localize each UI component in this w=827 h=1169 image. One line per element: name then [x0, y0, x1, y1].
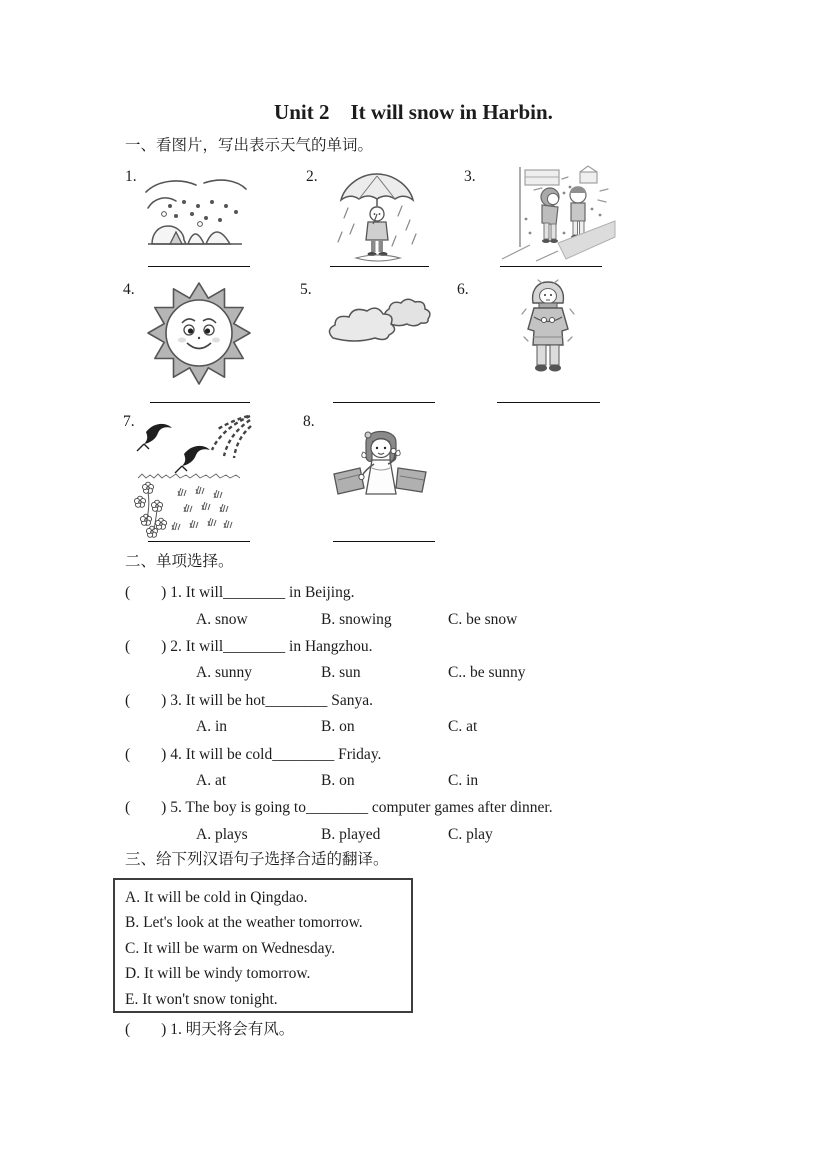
question-2-option-c: C.. be sunny [448, 664, 526, 681]
question-4: ( ) 4. It will be cold________ Friday. [125, 746, 382, 763]
picture-number-3: 3. [464, 168, 476, 185]
translation-option-a: A. It will be cold in Qingdao. [125, 889, 308, 906]
page-title: Unit 2 It will snow in Harbin. [274, 100, 553, 124]
question-2-option-a: A. sunny [196, 664, 252, 681]
translation-option-b: B. Let's look at the weather tomorrow. [125, 914, 363, 932]
question-3-option-b: B. on [321, 718, 355, 735]
answer-blank-6 [497, 402, 600, 403]
translation-option-c: C. It will be warm on Wednesday. [125, 939, 336, 957]
question-5-option-a: A. plays [196, 826, 248, 843]
question-1: ( ) 1. It will________ in Beijing. [125, 584, 355, 601]
question-1-option-b: B. snowing [321, 611, 392, 628]
answer-blank-2 [330, 266, 429, 267]
question-1-option-c: C. be snow [448, 611, 518, 628]
snow-scene-icon [140, 176, 252, 260]
section-3-heading: 三、给下列汉语句子选择合适的翻译。 [125, 851, 389, 868]
question-4-option-c: C. in [448, 772, 479, 789]
translation-option-e: E. It won't snow tonight. [125, 990, 278, 1008]
rain-scene-icon [326, 170, 428, 265]
answer-blank-1 [148, 266, 250, 267]
answer-blank-3 [500, 266, 602, 267]
picture-number-4: 4. [123, 281, 135, 298]
answer-blank-7 [148, 541, 250, 542]
question-3-option-a: A. in [196, 718, 227, 735]
translation-option-d: D. It will be windy tomorrow. [125, 965, 311, 983]
question-1-option-a: A. snow [196, 611, 248, 628]
cold-person-icon [518, 279, 578, 377]
windy-scene-icon [500, 163, 615, 265]
question-4-option-a: A. at [196, 772, 227, 789]
picture-number-2: 2. [306, 168, 318, 185]
question-3: ( ) 3. It will be hot________ Sanya. [125, 692, 373, 709]
question-3-option-c: C. at [448, 718, 478, 735]
section-1-heading: 一、看图片，写出表示天气的单词。 [125, 137, 374, 154]
answer-blank-5 [333, 402, 435, 403]
picture-number-1: 1. [125, 168, 137, 185]
translation-options-box [113, 878, 413, 1013]
picture-number-8: 8. [303, 413, 315, 430]
picture-number-6: 6. [457, 281, 469, 298]
picture-number-5: 5. [300, 281, 312, 298]
section-2-heading: 二、单项选择。 [125, 553, 234, 570]
clouds-icon [325, 296, 433, 350]
question-5: ( ) 5. The boy is going to________ computer games after dinner. [125, 799, 553, 816]
picture-number-7: 7. [123, 413, 135, 430]
answer-blank-4 [150, 402, 250, 403]
spring-scene-icon [132, 414, 252, 536]
question-5-option-b: B. played [321, 826, 381, 843]
answer-blank-8 [333, 541, 435, 542]
translation-question-1: ( ) 1. 明天将会有风。 [125, 1021, 295, 1038]
sun-icon [145, 282, 253, 385]
question-4-option-b: B. on [321, 772, 355, 789]
question-5-option-c: C. play [448, 826, 493, 843]
question-2: ( ) 2. It will________ in Hangzhou. [125, 638, 373, 655]
hot-girl-icon [330, 422, 432, 532]
question-2-option-b: B. sun [321, 664, 361, 681]
